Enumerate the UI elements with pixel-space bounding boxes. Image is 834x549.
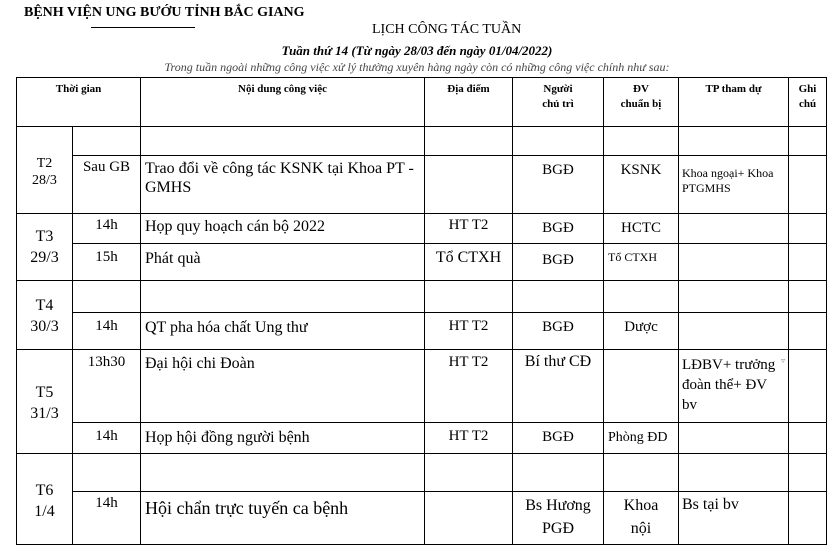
col-note: Ghi chú bbox=[789, 78, 827, 127]
table-row bbox=[17, 156, 827, 214]
prep-cell: Phòng ĐD bbox=[604, 423, 679, 454]
note-cell bbox=[789, 156, 827, 214]
prep-cell: Tổ CTXH bbox=[604, 244, 679, 281]
content-cell: Hội chẩn trực tuyến ca bệnh bbox=[141, 492, 425, 545]
content-cell: QT pha hóa chất Ung thư bbox=[141, 313, 425, 350]
host-cell: BGĐ bbox=[513, 214, 604, 244]
note-cell bbox=[789, 423, 827, 454]
host-cell: Bí thư CĐ bbox=[513, 350, 604, 423]
place-cell: Tổ CTXH bbox=[425, 244, 513, 281]
table-row bbox=[17, 454, 827, 492]
place-cell bbox=[425, 156, 513, 214]
host-cell: BGĐ bbox=[513, 423, 604, 454]
attendees-cell: Bs tại bv bbox=[679, 492, 789, 545]
time-cell: 14h bbox=[73, 423, 141, 454]
content-cell: Họp quy hoạch cán bộ 2022 bbox=[141, 214, 425, 244]
host-cell: BGĐ bbox=[513, 244, 604, 281]
col-place: Địa điểm bbox=[425, 78, 513, 127]
time-cell: Sau GB bbox=[73, 156, 141, 214]
header-underline bbox=[91, 27, 195, 28]
table-row bbox=[17, 244, 827, 281]
note-cell bbox=[789, 350, 827, 423]
table-row bbox=[17, 313, 827, 350]
col-prep: ĐV chuẩn bị bbox=[604, 78, 679, 127]
content-cell: Phát quà bbox=[141, 244, 425, 281]
note-cell bbox=[789, 313, 827, 350]
note-cell bbox=[789, 244, 827, 281]
attendees-cell bbox=[679, 313, 789, 350]
col-attendees: TP tham dự bbox=[679, 78, 789, 127]
document-title: LỊCH CÔNG TÁC TUẦN bbox=[372, 22, 522, 37]
time-cell: 13h30 bbox=[73, 350, 141, 423]
place-cell: HT T2 bbox=[425, 313, 513, 350]
day-cell-t6: T6 1/4 bbox=[17, 454, 73, 545]
header-row bbox=[17, 78, 827, 127]
prep-cell: Khoa nội bbox=[604, 492, 679, 545]
prep-cell: KSNK bbox=[604, 156, 679, 214]
place-cell: HT T2 bbox=[425, 214, 513, 244]
note-cell bbox=[789, 214, 827, 244]
week-info: Tuần thứ 14 (Từ ngày 28/03 đến ngày 01/04/2022) bbox=[281, 43, 553, 58]
attendees-cell: ▿ LĐBV+ trưởng đoàn thể+ ĐV bv bbox=[679, 350, 789, 423]
intro-text: Trong tuần ngoài những công việc xử lý thường xuyên hàng ngày còn có những công việc chính như sau: bbox=[164, 60, 670, 74]
table-row bbox=[17, 127, 827, 156]
day-cell-t4: T4 30/3 bbox=[17, 281, 73, 350]
hospital-name: BỆNH VIỆN UNG BƯỚU TỈNH BẮC GIANG bbox=[24, 5, 305, 20]
time-cell: 15h bbox=[73, 244, 141, 281]
schedule-table bbox=[16, 77, 827, 545]
attendees-cell: Khoa ngoại+ Khoa PTGMHS bbox=[679, 156, 789, 214]
attendees-cell bbox=[679, 214, 789, 244]
attendees-cell bbox=[679, 244, 789, 281]
day-cell-t5: T5 31/3 bbox=[17, 350, 73, 454]
time-cell: 14h bbox=[73, 492, 141, 545]
col-content: Nội dung công việc bbox=[141, 78, 425, 127]
prep-cell bbox=[604, 350, 679, 423]
host-cell: BGĐ bbox=[513, 156, 604, 214]
day-cell-t3: T3 29/3 bbox=[17, 214, 73, 281]
table-row bbox=[17, 492, 827, 545]
col-time: Thời gian bbox=[17, 78, 141, 127]
col-host: Người chủ trì bbox=[513, 78, 604, 127]
place-cell bbox=[425, 492, 513, 545]
prep-cell: Dược bbox=[604, 313, 679, 350]
table-row bbox=[17, 350, 827, 423]
host-cell: Bs Hương PGĐ bbox=[513, 492, 604, 545]
time-cell: 14h bbox=[73, 214, 141, 244]
place-cell: HT T2 bbox=[425, 423, 513, 454]
content-cell: Đại hội chi Đoàn bbox=[141, 350, 425, 423]
table-row bbox=[17, 281, 827, 313]
note-cell bbox=[789, 492, 827, 545]
host-cell: BGĐ bbox=[513, 313, 604, 350]
place-cell: HT T2 bbox=[425, 350, 513, 423]
prep-cell: HCTC bbox=[604, 214, 679, 244]
table-row bbox=[17, 423, 827, 454]
table-row bbox=[17, 214, 827, 244]
content-cell: Họp hội đồng người bệnh bbox=[141, 423, 425, 454]
day-cell-t2: T2 28/3 bbox=[17, 127, 73, 214]
attendees-cell bbox=[679, 423, 789, 454]
content-cell: Trao đổi về công tác KSNK tại Khoa PT - GMHS bbox=[141, 156, 425, 214]
time-cell: 14h bbox=[73, 313, 141, 350]
comment-marker-icon: ▿ bbox=[780, 356, 785, 365]
